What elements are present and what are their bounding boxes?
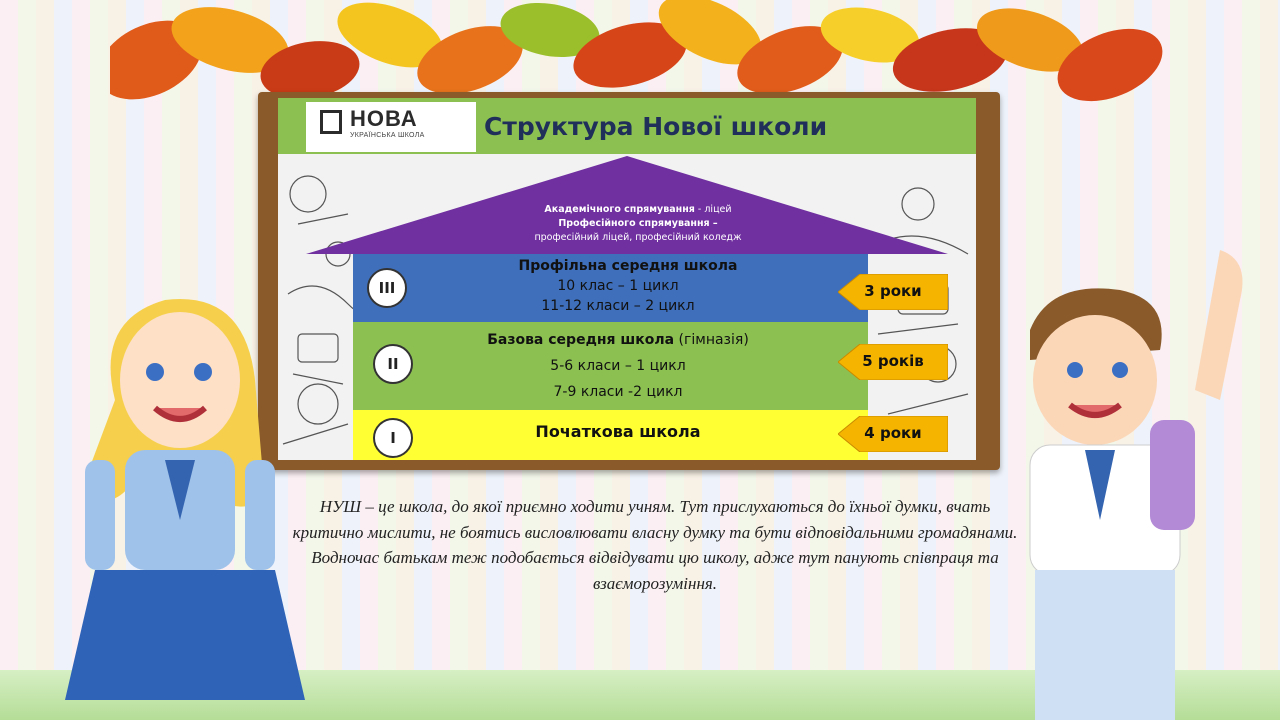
tier-numeral: II	[373, 344, 413, 384]
nova-school-logo	[306, 102, 476, 152]
arrow-label: 4 роки	[864, 424, 922, 442]
logo-text: НОВА	[350, 106, 418, 131]
tier-numeral: I	[373, 418, 413, 458]
logo-subtext: УКРАЇНСЬКА ШКОЛА	[350, 132, 425, 139]
school-structure-slide	[278, 98, 976, 460]
tier-heading: Початкова школа	[535, 422, 701, 441]
roof-line-1: Академічного спрямування - ліцей	[544, 204, 732, 215]
roof-line-2: Професійного спрямування –	[558, 218, 718, 229]
arrow-label: 3 роки	[864, 282, 922, 300]
slide-title: Структура Нової школи	[484, 112, 828, 141]
tier-line: 10 клас – 1 цикл	[557, 278, 679, 294]
arrow-label: 5 років	[862, 352, 924, 370]
tier-basic-school	[353, 322, 868, 410]
tier-line: 5-6 класи – 1 цикл	[550, 358, 686, 374]
title-bar	[278, 98, 976, 154]
logo-mark-icon	[320, 110, 342, 134]
tier-primary-school	[353, 410, 868, 460]
tier-numeral: III	[367, 268, 407, 308]
schoolgirl-illustration	[55, 280, 315, 720]
tier-heading: Профільна середня школа	[518, 258, 738, 274]
roof-line-3: професійний ліцей, професійний коледж	[534, 232, 742, 243]
tier-line: 7-9 класи -2 цикл	[553, 384, 683, 400]
tier-heading: Базова середня школа (гімназія)	[487, 332, 749, 348]
nush-description: НУШ – це школа, до якої приємно ходити учням. Тут прислухаються до їхньої думки, вчать критично мислити, не боятись висловлювати власну думку та бути відповідальними громадянами. Водночас батькам теж подобається відвідувати цю школу, адже тут панують співпраця та взаєморозуміння.	[292, 497, 1018, 593]
schoolboy-illustration	[990, 250, 1280, 720]
tier-line: 11-12 класи – 2 цикл	[541, 298, 695, 314]
tier-profile-school	[353, 254, 868, 322]
